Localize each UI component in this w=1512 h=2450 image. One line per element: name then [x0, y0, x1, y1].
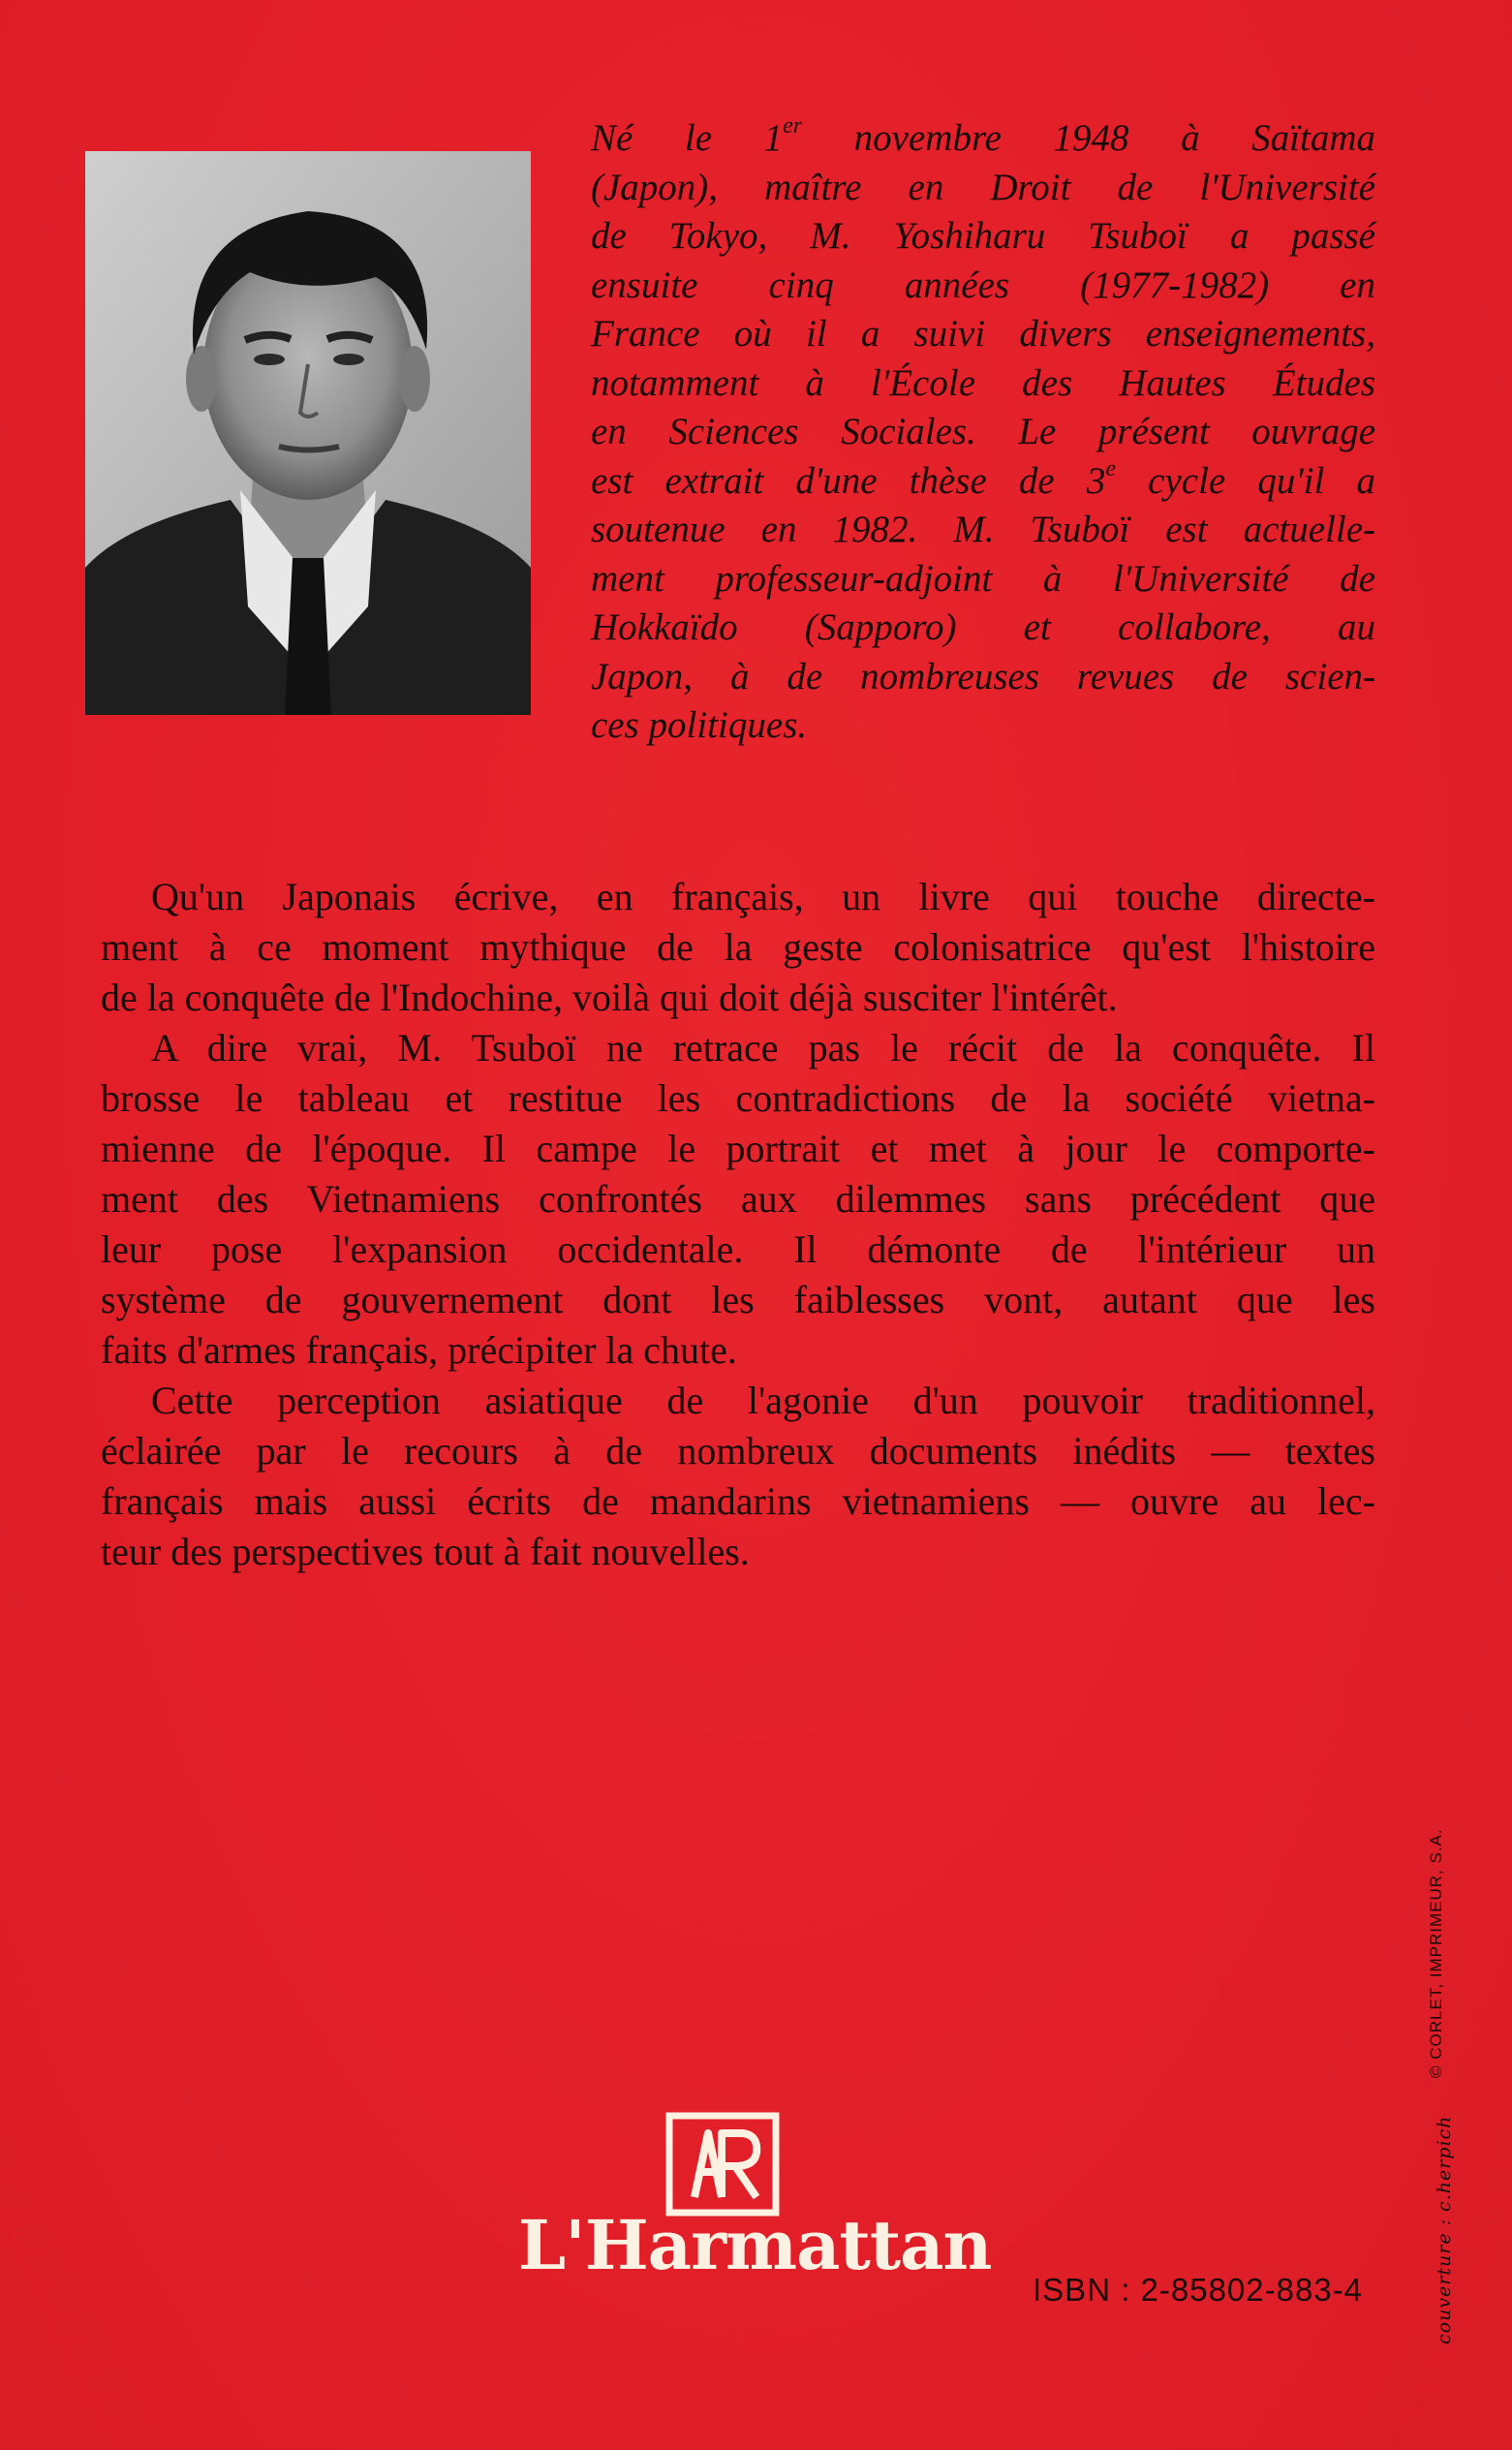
author-portrait-image: [85, 151, 531, 715]
blurb-line: français mais aussi écrits de mandarins vietnamiens — ouvre au lec-: [101, 1479, 1375, 1523]
bio-line: ces politiques.: [591, 704, 808, 746]
blurb-line: éclairée par le recours à de nombreux documents inédits — textes: [101, 1429, 1375, 1473]
bio-line: en Sciences Sociales. Le présent ouvrage: [591, 411, 1375, 452]
blurb-line: système de gouvernement dont les faiblesses vont, autant que les: [101, 1278, 1375, 1321]
blurb-line: ment à ce moment mythique de la geste colonisatrice qu'est l'histoire: [101, 925, 1375, 969]
blurb-line: de la conquête de l'Indochine, voilà qui doit déjà susciter l'intérêt.: [101, 976, 1118, 1019]
cover-design-credit: couverture : c.herpich: [1434, 2115, 1455, 2344]
bio-line: ensuite cinq années (1977-1982) en: [591, 264, 1375, 306]
blurb-line: Cette perception asiatique de l'agonie d'un pouvoir traditionnel,: [151, 1379, 1375, 1422]
bio-line: soutenue en 1982. M. Tsuboï est actuelle-: [591, 509, 1375, 550]
blurb-line: faits d'armes français, précipiter la chute.: [101, 1328, 737, 1372]
author-photo: [85, 151, 531, 715]
book-blurb: [101, 872, 1375, 1577]
bio-line: notamment à l'École des Hautes Études: [591, 361, 1375, 404]
blurb-line: mienne de l'époque. Il campe le portrait et met à jour le comporte-: [101, 1127, 1375, 1170]
blurb-line: ment des Vietnamiens confrontés aux dilemmes sans précédent que: [101, 1177, 1375, 1221]
bio-line: France où il a suivi divers enseignements,: [591, 313, 1375, 355]
bio-line: ment professeur-adjoint à l'Université de: [591, 557, 1375, 600]
bio-line: Hokkaïdo (Sapporo) et collabore, au: [591, 606, 1375, 648]
bio-line: Né le 1er novembre 1948 à Saïtama: [591, 113, 1375, 159]
blurb-line: teur des perspectives tout à fait nouvelles.: [101, 1530, 750, 1573]
bio-line: (Japon), maître en Droit de l'Université: [591, 166, 1375, 208]
printer-credit: © CORLET, IMPRIMEUR, S.A.: [1427, 1828, 1445, 2078]
bio-line: Japon, à de nombreuses revues de scien-: [591, 655, 1375, 698]
bio-line: de Tokyo, M. Yoshiharu Tsuboï a passé: [591, 215, 1375, 257]
isbn: ISBN : 2-85802-883-4: [1033, 2272, 1364, 2308]
harmattan-logo-icon: [665, 2112, 780, 2217]
blurb-line: brosse le tableau et restitue les contradictions de la société vietna-: [101, 1076, 1375, 1120]
blurb-line: A dire vrai, M. Tsuboï ne retrace pas le récit de la conquête. Il: [151, 1026, 1375, 1070]
publisher-name: L'Harmattan: [518, 2205, 992, 2285]
author-biography: [591, 114, 1375, 751]
blurb-line: leur pose l'expansion occidentale. Il démonte de l'intérieur un: [101, 1227, 1375, 1271]
blurb-line: Qu'un Japonais écrive, en français, un livre qui touche directe-: [151, 875, 1375, 918]
bio-line: est extrait d'une thèse de 3e cycle qu'il a: [591, 455, 1375, 502]
publisher-logo: [518, 2112, 992, 2296]
